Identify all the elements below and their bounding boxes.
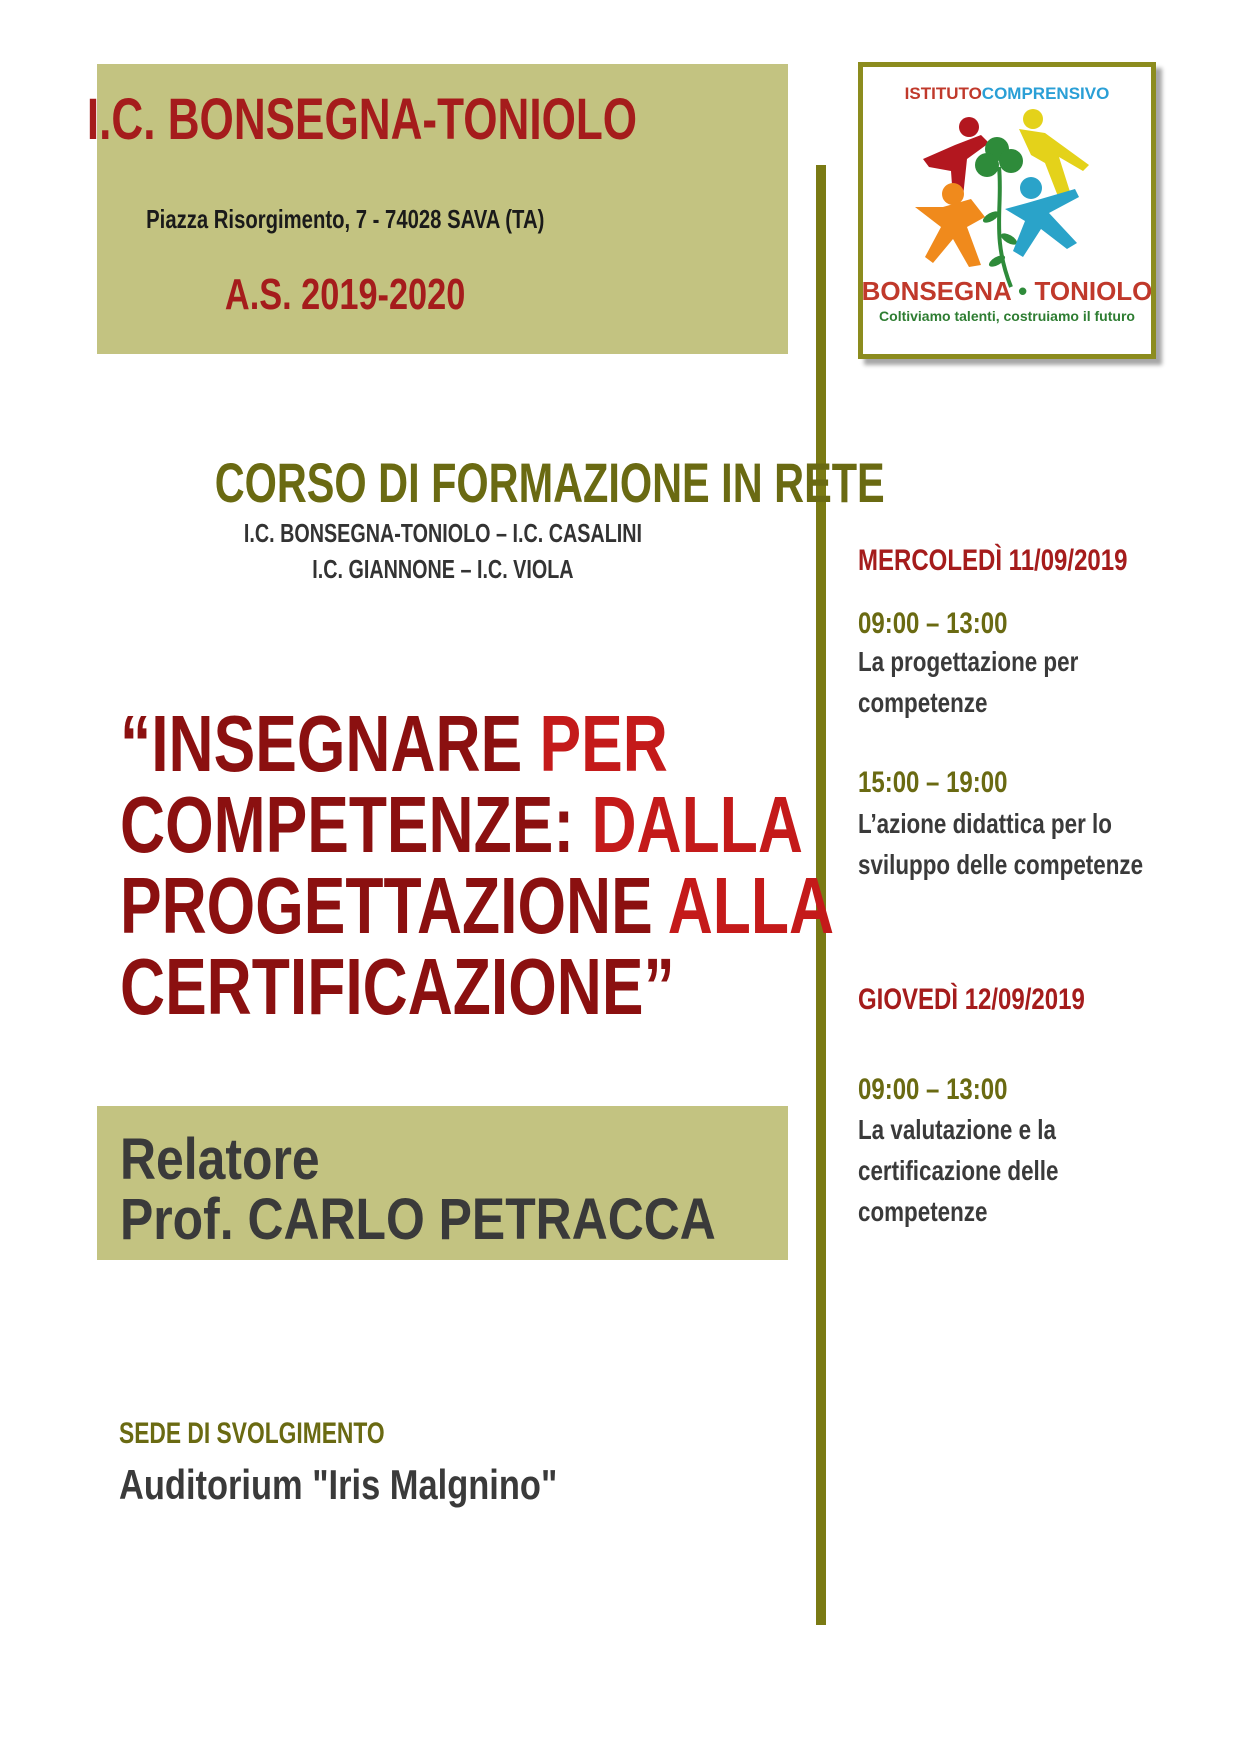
school-year: A.S. 2019-2020 [225, 270, 466, 319]
logo-name-text: BONSEGNA • TONIOLO [863, 276, 1151, 306]
schedule-description: competenze [858, 1196, 988, 1227]
schedule-description: La valutazione e la [858, 1114, 1056, 1145]
schedule-time: 09:00 – 13:00 [858, 1073, 1008, 1106]
school-logo [858, 62, 1156, 359]
speaker-label: Relatore [120, 1127, 320, 1192]
schedule-description: La progettazione per [858, 646, 1079, 677]
venue-label: SEDE DI SVOLGIMENTO [119, 1417, 385, 1450]
schedule-time: 09:00 – 13:00 [858, 607, 1008, 640]
schedule-time: 15:00 – 19:00 [858, 766, 1008, 799]
school-name: I.C. BONSEGNA-TONIOLO [86, 87, 638, 152]
school-address: Piazza Risorgimento, 7 - 74028 SAVA (TA) [146, 204, 545, 234]
schedule-day-2: GIOVEDÌ 12/09/2019 [858, 983, 1085, 1016]
orange-figure-icon [915, 183, 985, 267]
course-title: CORSO DI FORMAZIONE IN RETE [214, 451, 885, 514]
logo-header-text: ISTITUTOCOMPRENSIVO [904, 84, 1110, 103]
schedule-description: L’azione didattica per lo [858, 808, 1112, 839]
network-line: I.C. BONSEGNA-TONIOLO – I.C. CASALINI [243, 518, 642, 548]
logo-motto: Coltiviamo talenti, costruiamo il futuro [879, 308, 1135, 324]
speaker-box [97, 1106, 788, 1260]
main-title: “INSEGNARE PER COMPETENZE: DALLA PROGETTAZIONE ALLA CERTIFICAZIONE” [120, 699, 835, 1031]
schedule-day-1: MERCOLEDÌ 11/09/2019 [858, 544, 1128, 577]
schedule-description: sviluppo delle competenze [858, 849, 1144, 880]
network-line: I.C. GIANNONE – I.C. VIOLA [311, 554, 574, 584]
schedule-description: certificazione delle [858, 1155, 1059, 1186]
logo-graphic [863, 67, 1151, 354]
speaker-name: Prof. CARLO PETRACCA [120, 1187, 716, 1252]
schedule-description: competenze [858, 687, 988, 718]
venue-name: Auditorium "Iris Malgnino" [119, 1461, 558, 1508]
